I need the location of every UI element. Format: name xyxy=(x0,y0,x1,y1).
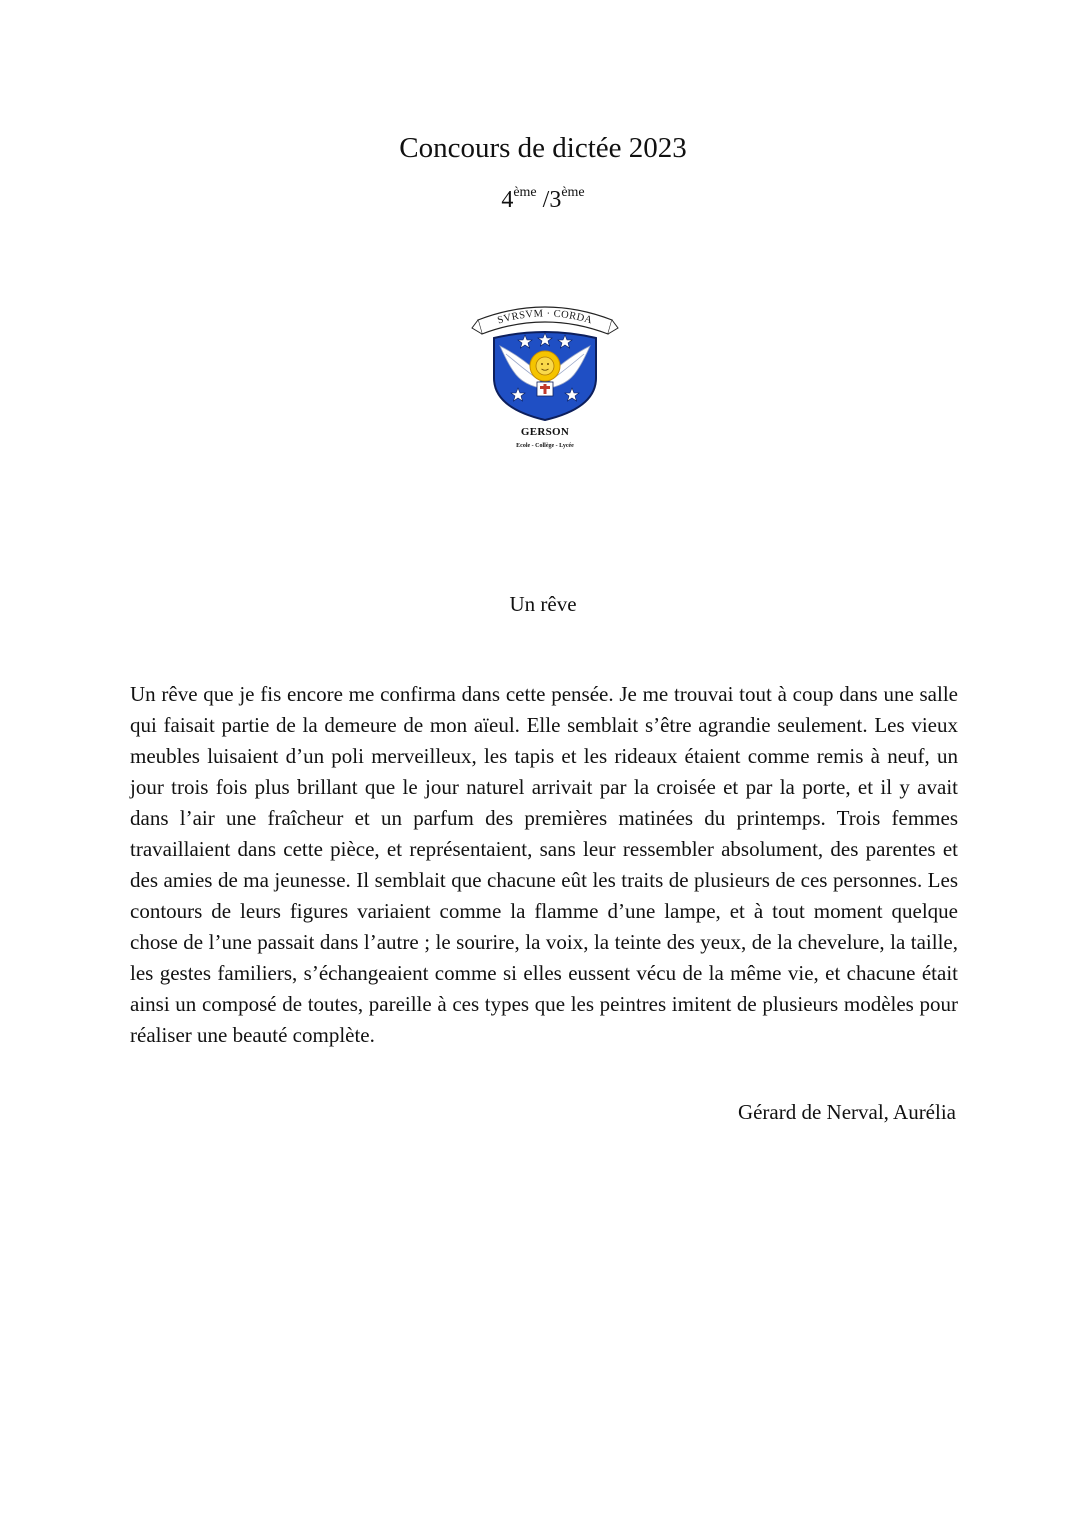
motto-text: SVRSVM · CORDA xyxy=(496,308,594,327)
grade-level xyxy=(0,185,1086,219)
grade-level-first-suffix: ème xyxy=(513,185,537,200)
cross-icon xyxy=(537,382,553,396)
grade-level-first: 4 xyxy=(501,187,514,213)
dictation-text: Un rêve que je fis encore me confirma dans cette pensée. Je me trouvai tout à coup dans une salle qui faisait partie de la demeure de mon aïeul. Elle semblait s’être agrandie seulement. Les vieux meubles luisaient d’un poli merveilleux, les tapis et les rideaux étaient comme remis à neuf, un jour trois fois plus brillant que le jour naturel arrivait par la croisée et par la porte, et il y avait dans l’air une fraîcheur et un parfum des premières matinées du printemps. Trois femmes travaillaient dans cette pièce, et représentaient, sans leur ressembler absolument, des parentes et des amies de ma jeunesse. Il semblait que chacune eût les traits de plusieurs de ces personnes. Les contours de leurs figures variaient comme la flamme d’une lampe, et à tout moment quelque chose de l’une passait dans l’autre ; le sourire, la voix, la teinte des yeux, de la chevelure, la taille, les gestes familiers, s’échangeaient comme si elles eussent vécu de la même vie, et chacune était ainsi un composé de toutes, pareille à ces types que les peintres imitent de plusieurs modèles pour réaliser une beauté complète. xyxy=(130,682,958,1047)
coat-of-arms-emblem xyxy=(470,300,620,422)
school-subtitle: Ecole - Collège - Lycée xyxy=(516,443,574,449)
grade-level-second-suffix: ème xyxy=(561,185,585,200)
grade-level-separator: / xyxy=(536,187,550,213)
school-name: GERSON xyxy=(520,426,570,438)
author-attribution: Gérard de Nerval, Aurélia xyxy=(737,1100,956,1124)
school-logo xyxy=(470,300,620,462)
sun-icon xyxy=(530,351,560,381)
page-title: Concours de dictée 2023 xyxy=(399,132,687,164)
dictation-title: Un rêve xyxy=(509,592,577,616)
grade-level-second: 3 xyxy=(549,187,562,213)
